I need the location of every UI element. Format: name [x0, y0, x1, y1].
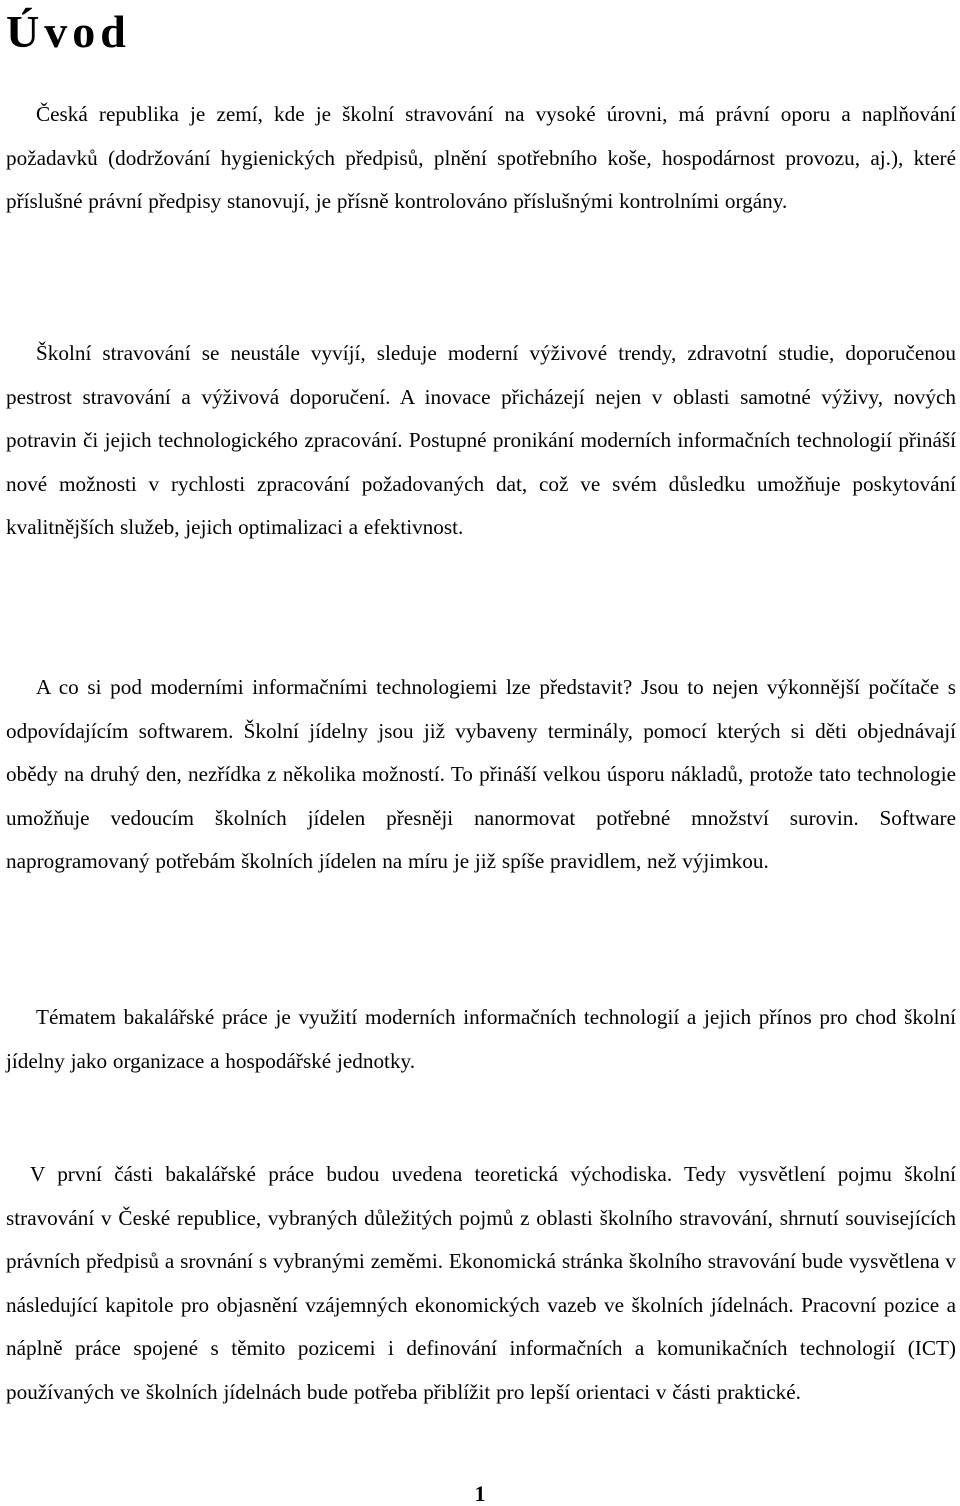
paragraph-intro: Česká republika je zemí, kde je školní stravování na vysoké úrovni, má právní oporu a naplňování požadavků (dodržování hygienických předpisů, plnění spotřebního koše, hospodárnost provozu, aj.), které příslušné právní předpisy stanovují, je přísně kontrolováno příslušnými kontrolními orgány.	[6, 102, 956, 213]
section-heading: Úvod	[6, 6, 131, 57]
paragraph-thesis-topic: Tématem bakalářské práce je využití moderních informačních technologií a jejich přínos pro chod školní jídelny jako organizace a hospodářské jednotky.	[6, 1005, 956, 1073]
paragraph-technologies: A co si pod moderními informačními technologiemi lze představit? Jsou to nejen výkonnější počítače s odpovídajícím softwarem. Školní jídelny jsou již vybaveny terminály, pomocí kterých si děti objednávají obědy na druhý den, nezřídka z několika možností. To přináší velkou úsporu nákladů, protože tato technologie umožňuje vedoucím školních jídelen přesněji nanormovat potřebné množství surovin. Software naprogramovaný potřebám školních jídelen na míru je již spíše pravidlem, než výjimkou.	[6, 675, 956, 873]
paragraph-structure: V první části bakalářské práce budou uvedena teoretická východiska. Tedy vysvětlení pojmu školní stravování v České republice, vybraných důležitých pojmů z oblasti školního stravování, shrnutí souvisejících právních předpisů a srovnání s vybranými zeměmi. Ekonomická stránka školního stravování bude vysvětlena v následující kapitole pro objasnění vzájemných ekonomických vazeb ve školních jídelnách. Pracovní pozice a náplně práce spojené s těmito pozicemi i definování informačních a komunikačních technologií (ICT) používaných ve školních jídelnách bude potřeba přiblížit pro lepší orientaci v části praktické.	[6, 1162, 956, 1404]
paragraph-development: Školní stravování se neustále vyvíjí, sleduje moderní výživové trendy, zdravotní studie, doporučenou pestrost stravování a výživová doporučení. A inovace přicházejí nejen v oblasti samotné výživy, nových potravin či jejich technologického zpracování. Postupné pronikání moderních informačních technologií přináší nové možnosti v rychlosti zpracování požadovaných dat, což ve svém důsledku umožňuje poskytování kvalitnějších služeb, jejich optimalizaci a efektivnost.	[6, 341, 956, 539]
page-number: 1	[474, 1481, 486, 1506]
